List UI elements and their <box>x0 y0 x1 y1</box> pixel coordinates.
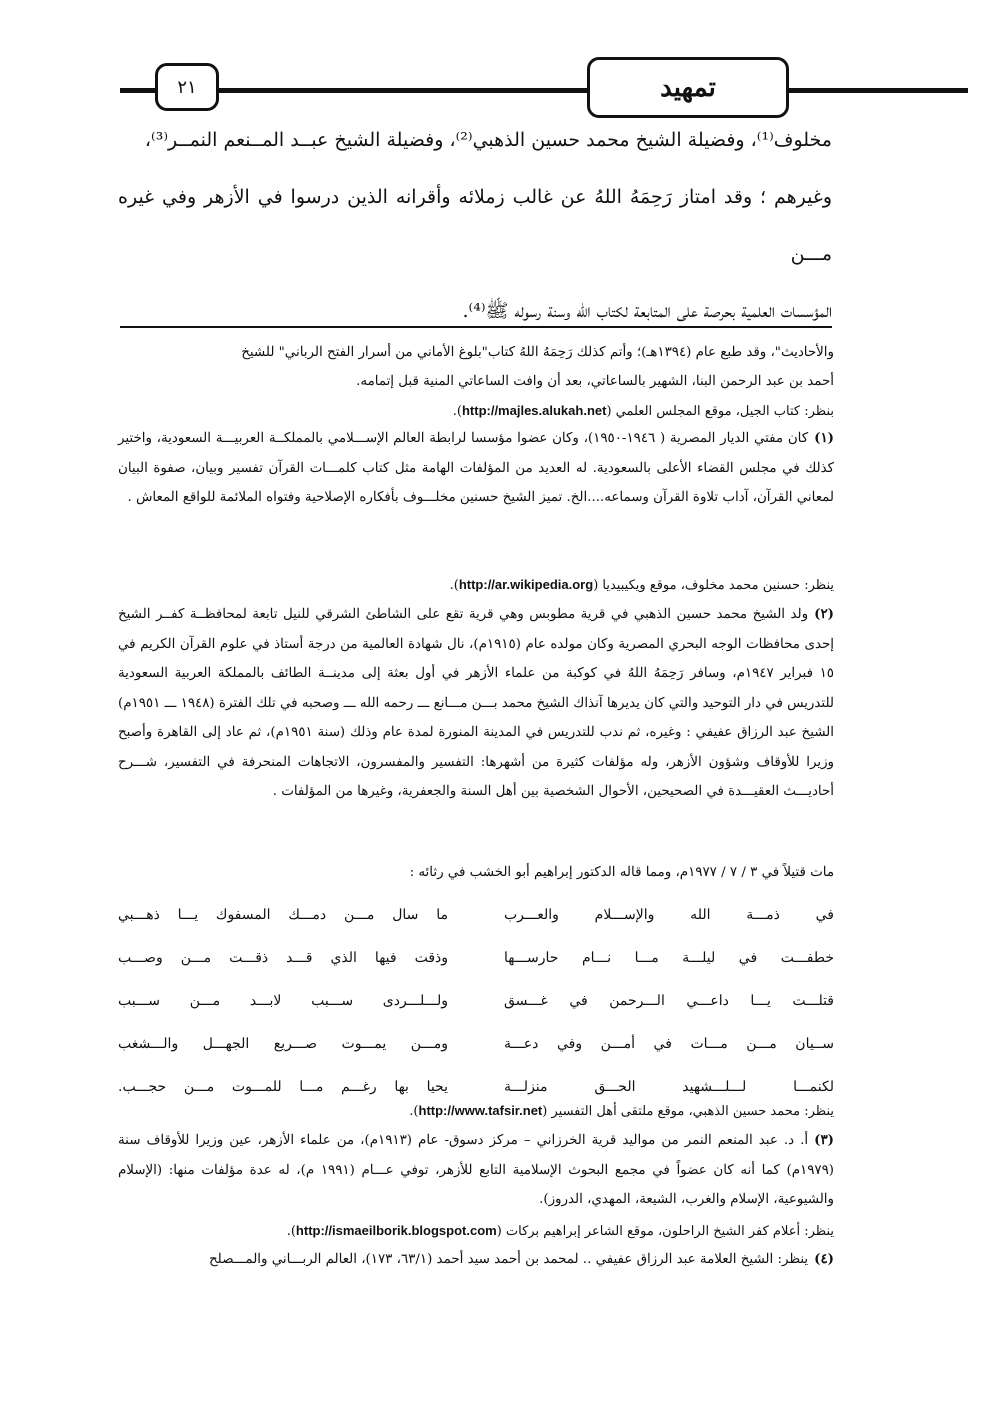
chapter-title: تمهيد <box>660 72 716 103</box>
source-text: بنظر: كتاب الجيل، موقع المجلس العلمي ( <box>606 404 834 419</box>
body-line-2: وغيرهم ؛ وقد امتاز رَحِمَهُ اللهُ عن غالب زملائه وأقرانه الذين درسوا في الأزهر وفي غيره مـــن <box>118 186 832 265</box>
source-suffix: ). <box>409 1104 419 1119</box>
footnote-separator <box>120 326 832 328</box>
poem-verse <box>118 979 834 1022</box>
footnote-2-death-line: مات قتيلاً في ٣ / ٧ / ١٩٧٧م، ومما قاله الدكتور إبراهيم أبو الخشب في رثائه : <box>409 865 834 880</box>
poem-first-hemistich: في ذمـــة الله والإســـلام والعـــرب <box>504 906 834 923</box>
footnote-2-number: (٢) <box>814 606 834 622</box>
footnote-continued-line-1: والأحاديث"، وقد طبع عام (١٣٩٤هـ)؛ وأتم كذلك رَحِمَهُ اللهُ كتاب"بلوغ الأماني من أسرار الفتح الرباني" للشيخ <box>241 345 834 360</box>
chapter-title-box <box>587 57 789 118</box>
source-link[interactable]: http://majles.alukah.net <box>461 403 607 418</box>
main-body <box>118 112 832 340</box>
header-rule-middle <box>212 88 590 93</box>
source-text: ينظر: محمد حسين الذهبي، موقع ملتقى أهل التفسير ( <box>542 1104 834 1119</box>
footnote-4-number: (٤) <box>814 1251 834 1267</box>
poem-first-hemistich: ســيان مـــن مـــات في أمـــن وفي دعـــة <box>504 1035 834 1052</box>
footnote-4-text: ينظر: الشيخ العلامة عبد الرزاق عفيفي .. لمحمد بن أحمد سيد أحمد (٦٣/١، ١٧٣)، العالم الربـــاني والمـــصلح <box>209 1252 809 1267</box>
footnote-3 <box>118 1126 834 1215</box>
source-text: ينظر: أعلام كفر الشيخ الراحلون، موقع الشاعر إبراهيم بركات ( <box>496 1224 834 1239</box>
footnote-continued-source <box>118 396 834 427</box>
poem-verse <box>118 936 834 979</box>
poem-second-hemistich: ما سال مـــن دمـــك المسفوك يـــا ذهـــبي <box>118 906 448 923</box>
page-number: ٢١ <box>177 76 197 98</box>
footnote-2-source <box>118 1096 834 1127</box>
footnote-3-source <box>118 1216 834 1247</box>
poem-second-hemistich: وذقت فيها الذي قـــد ذقـــت مـــن وصـــب <box>118 949 448 966</box>
source-link[interactable]: http://ismaeilborik.blogspot.com <box>295 1223 497 1238</box>
footnote-4 <box>118 1245 834 1275</box>
poem-first-hemistich: لكنمـــا لـــلـــشهيد الحـــق منزلـــة <box>504 1078 834 1095</box>
footnote-continued-line-2: أحمد بن عبد الرحمن البنا، الشهير بالساعاتي، بعد أن وافت الساعاتي المنية قبل إتمامه. <box>356 374 834 389</box>
poem-second-hemistich: ولـــلـــردى ســـبب لابـــد مـــن ســـبب <box>118 992 448 1009</box>
source-text: ينظر: حسنين محمد مخلوف، موقع ويكيبيديا ( <box>593 578 834 593</box>
header-rule-right <box>782 88 968 93</box>
elegy-poem <box>118 893 834 1108</box>
source-suffix: ). <box>452 404 462 419</box>
header-rule-left <box>120 88 160 93</box>
poem-first-hemistich: خطفـــت في ليلـــة مـــا نـــام حارســـها <box>504 949 834 966</box>
poem-first-hemistich: قتلـــت يـــا داعـــي الـــرحمن في غـــسق <box>504 992 834 1009</box>
body-line-3: المؤسسات العلمية بحرصة على المتابعة لكتاب الله وسنة رسوله ﷺ⁽⁴⁾. <box>462 300 832 322</box>
body-line-1: مخلوف⁽¹⁾، وفضيلة الشيخ محمد حسين الذهبي⁽²⁾، وفضيلة الشيخ عبــد المــنعم النمــر⁽³⁾، <box>144 129 832 151</box>
footnote-2-text: ولد الشيخ محمد حسين الذهبي في قرية مطوبس وهي قرية تقع على الشاطئ الشرقي للنيل تابعة لمحافظــة كفــر الشيخ إحدى محافظات الوجه البحري المصرية وكان مولده عام (١٩١٥م)، نال شهادة العالمية من درجة أستاذ في علوم القرآن الكريم في ١٥ فبراير ١٩٤٧م، وسافر رَحِمَهُ اللهُ في كوكبة من علماء الأزهر في أول بعثة إلى مدينــة الطائف بالمملكة العربية السعودية للتدريس في دار التوحيد والتي كان يديرها آنذاك الشيخ محمد بـــن مـــانع ـــ رحمه الله ـــ وصحبه في تلك الفترة (١٩٤٨ ـــ ١٩٥١م) الشيخ عبد الرزاق عفيفي : وغيره، ثم ندب للتدريس في المدينة المنورة لمدة عام وذلك (سنة ١٩٥١م)، ثم عاد إلى القاهرة وأصبح وزيرا للأوقاف وشؤون الأزهر، وله مؤلفات كثيرة من أشهرها: التفسير والمفسرون، الاتجاهات المنحرفة في التفسير، شـــرح أحاديـــث العقيـــدة في الصحيحين، الأحوال الشخصية بين أهل السنة والجعفرية، وغيرها من المؤلفات . <box>118 607 834 799</box>
poem-verse <box>118 893 834 936</box>
source-link[interactable]: http://ar.wikipedia.org <box>458 577 594 592</box>
source-suffix: ). <box>449 578 459 593</box>
footnote-3-number: (٣) <box>814 1132 834 1148</box>
poem-verse <box>118 1022 834 1065</box>
poem-second-hemistich: ومـــن يمـــوت صـــريع الجهـــل والـــشغب <box>118 1035 448 1052</box>
footnote-1 <box>118 424 834 513</box>
footnote-1-text: كان مفتي الديار المصرية ( ١٩٤٦-١٩٥٠)، وكان عضوا مؤسسا لرابطة العالم الإســـلامي بالمملكــة العربيـــة السعودية، واختير كذلك في مجلس القضاء الأعلى بالسعودية. له العديد من المؤلفات الهامة مثل كتاب كلمـــات القرآن تفسير وبيان، صفوة البيان لمعاني القرآن، آداب تلاوة القرآن وسماعه....الخ. تميز الشيخ حسنين مخلـــوف بأفكاره الإصلاحية وفتواه الملائمة للواقع المعاش . <box>118 431 834 505</box>
footnote-1-number: (١) <box>814 430 835 446</box>
source-suffix: ). <box>286 1224 296 1239</box>
poem-second-hemistich: يحيا بها رغـــم مـــا للمـــوت مـــن حجـــب. <box>118 1078 448 1095</box>
footnote-2 <box>118 600 834 807</box>
source-link[interactable]: http://www.tafsir.net <box>418 1103 543 1118</box>
footnote-3-text: أ. د. عبد المنعم النمر من مواليد قرية الخرزاني – مركز دسوق- عام (١٩١٣م)، من علماء الأزهر، عين وزيرا للأوقاف سنة (١٩٧٩م) كما أنه كان عضواً في مجمع البحوث الإسلامية التابع للأزهر، توفي عـــام (١٩٩١ م)، له عدة مؤلفات منها: (الإسلام والشيوعية، الإسلام والغرب، الشيعة، المهدي، الدروز). <box>118 1133 835 1207</box>
page-number-box <box>155 63 219 111</box>
footnote-1-source <box>118 570 834 601</box>
